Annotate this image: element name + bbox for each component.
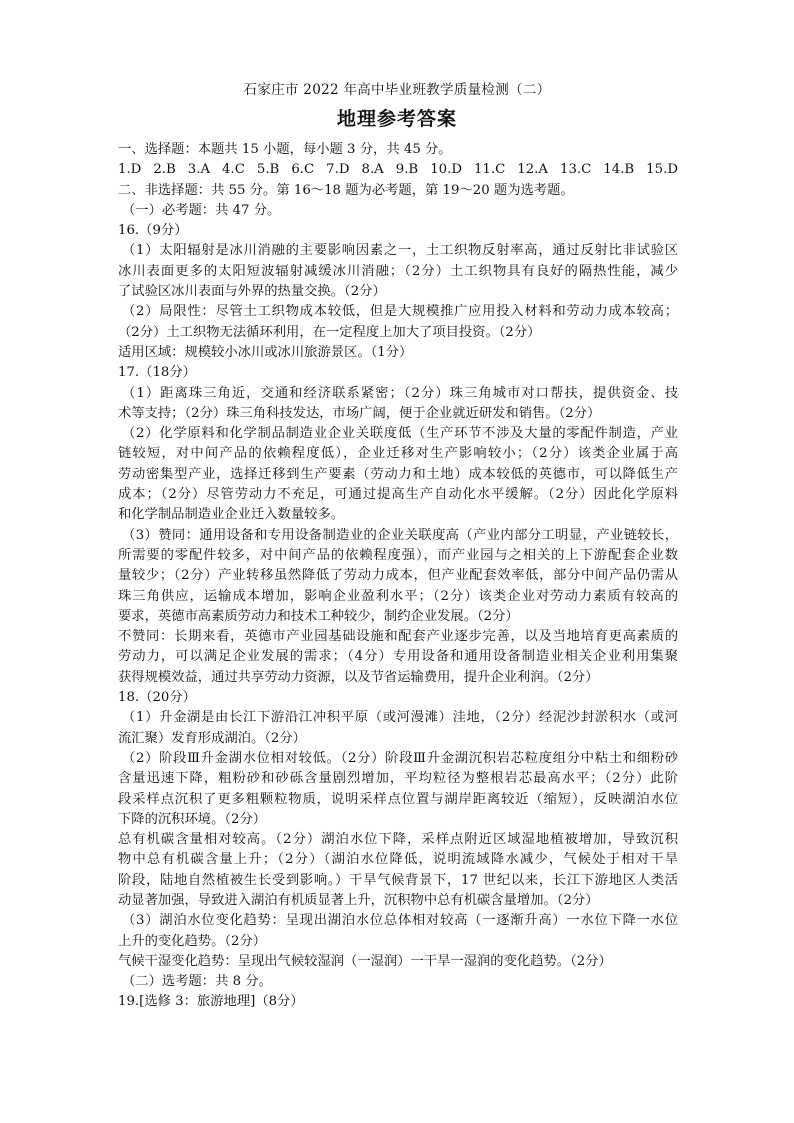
answer-line: 气候干湿变化趋势：呈现出气候较湿润（一湿润）一干旱一湿润的变化趋势。（2分） [118,953,612,969]
mcq-answer: 5.B [256,162,280,178]
answer-line: 含量迅速下降，粗粉砂和砂砾含量剧烈增加，平均粒径为整根岩芯最高水平；（2分）此阶 [118,771,678,787]
answer-line: 获得规模效益，通过共享劳动力资源，以及节省运输费用，提升企业利润。（2分） [118,669,599,685]
mcq-answer: 14.B [603,162,635,178]
answer-line: （2）局限性：尽管土工织物成本较低，但是大规模推广应用投入材料和劳动力成本较高； [122,304,678,320]
mcq-answer: 6.C [291,162,315,178]
mcq-answer: 3.A [187,162,211,178]
mcq-answer: 8.A [361,162,384,178]
answer-line: （一）必考题：共 47 分。 [122,202,281,218]
mcq-answer: 13.C [559,162,592,178]
answer-line: （3）赞同：通用设备和专用设备制造业的企业关联度高（产业内部分工明显，产业链较长， [122,527,678,543]
answer-line: 适用区域：规模较小冰川或冰川旅游景区。（1分） [118,344,413,360]
answer-line: 劳动密集型产业，选择迁移到生产要素（劳动力和土地）成本较低的英德市，可以降低生产 [118,466,678,482]
answer-line: 术等支持；（2分）珠三角科技发达，市场广阔，便于企业就近研发和销售。（2分） [118,405,601,421]
answer-line: 链较短，对中间产品的依赖程度低），企业迁移对生产影响较小；（2分）该类企业属于高 [118,446,678,462]
answer-line: 阶段，陆地自然植被生长受到影响。）干旱气候背景下，17 世纪以来，长江下游地区人类活 [118,872,678,888]
answer-line: 珠三角供应，运输成本增加，影响企业盈利水平；（2分）该类企业对劳动力素质有较高的 [118,588,678,604]
answer-line: 成本；（2分）尽管劳动力不充足，可通过提高生产自动化水平缓解。（2分）因此化学原料 [118,487,678,503]
answer-line: 物中总有机碳含量上升；（2分）（湖泊水位降低，说明流域降水减少，气候处于相对干旱 [118,852,678,868]
answer-line: 和化学制品制造业企业迁入数量较多。 [118,507,345,523]
answer-line: （二）选考题：共 8 分。 [122,974,272,990]
mcq-answer: 11.C [473,162,506,178]
mcq-answer: 7.D [326,162,350,178]
answer-line: （2分）土工织物无法循环利用，在一定程度上加大了项目投资。（2分） [118,324,541,340]
answer-line: 动显著加强，导致进入湖泊有机质显著上升，沉积物中总有机碳含量增加。（2分） [118,892,599,908]
answer-line: 下降的沉积环境。（2分） [118,811,267,827]
answer-line: 一、选择题：本题共 15 小题，每小题 3 分，共 45 分。 [118,142,452,157]
answer-body [118,140,678,1013]
answer-line: 17.（18分） [118,365,196,381]
mcq-answer: 15.D [646,162,678,178]
answer-line: 18.（20分） [118,690,196,706]
answer-line: 上升的变化趋势。（2分） [118,933,267,949]
answer-line: （1）升金湖是由长江下游沿江冲积平原（或河漫滩）洼地，（2分）经泥沙封淤积水（或河 [122,710,678,726]
mcq-answer: 12.A [517,162,549,178]
mcq-answer: 2.B [153,162,176,178]
answer-line: （3）湖泊水位变化趋势：呈现出湖泊水位总体相对较高（一逐渐升高）一水位下降一水位 [122,913,678,929]
answer-line: 了试验区冰川表面与外界的热量交换。（2分） [118,284,386,300]
answer-line: 量较少；（2分）产业转移虽然降低了劳动力成本，但产业配套效率低，部分中间产品仍需从 [118,568,678,584]
answer-line: 16.（9分） [118,223,188,239]
answer-line: 不赞同：长期来看，英德市产业园基础设施和配套产业逐步完善，以及当地培育更高素质的 [118,629,678,645]
answer-line: 冰川表面更多的太阳短波辐射减缓冰川消融；（2分）土工织物具有良好的隔热性能，减少 [118,263,678,279]
answer-line: 总有机碳含量相对较高。（2分）湖泊水位下降，采样点附近区域湿地植被增加，导致沉积 [118,832,678,848]
answer-line: （1）太阳辐射是冰川消融的主要影响因素之一，土工织物反射率高，通过反射比非试验区 [122,243,678,259]
exam-subtitle: 石家庄市 2022 年高中毕业班教学质量检测（二） [243,82,551,98]
mcq-answer: 1.D [118,162,142,178]
page-title: 地理参考答案 [336,108,457,130]
mcq-answer: 4.C [222,162,245,178]
answer-line: 二、非选择题：共 55 分。第 16～18 题为必考题，第 19～20 题为选考题。 [118,182,574,198]
answer-line: 19.[选修 3：旅游地理]（8分） [118,994,304,1010]
answer-line: （2）化学原料和化学制品制造业企业关联度低（生产环节不涉及大量的零配件制造，产业 [122,426,678,442]
answer-line: （1）距离珠三角近，交通和经济联系紧密；（2分）珠三角城市对口帮扶，提供资金、技 [122,385,678,401]
mcq-answer: 10.D [430,162,462,178]
answer-line: 所需要的零配件较多，对中间产品的依赖程度强），而产业园与之相关的上下游配套企业数 [118,547,678,563]
answer-line: 要求，英德市高素质劳动力和技术工种较少，制约企业发展。（2分） [118,608,519,624]
answer-line: （2）阶段Ⅲ升金湖水位相对较低。（2分）阶段Ⅲ升金湖沉积岩芯粒度组分中粘土和细粉砂 [122,750,678,766]
answer-line: 流汇聚）发育形成湖泊。（2分） [118,730,306,746]
answer-line [118,160,678,180]
mcq-answer: 9.B [395,162,419,178]
answer-line: 劳动力，可以满足企业发展的需求；（4分）专用设备和通用设备制造业相关企业利用集聚 [118,649,678,665]
answer-line: 段采样点沉积了更多粗颗粒物质，说明采样点位置与湖岸距离较近（缩短），反映湖泊水位 [118,791,678,807]
